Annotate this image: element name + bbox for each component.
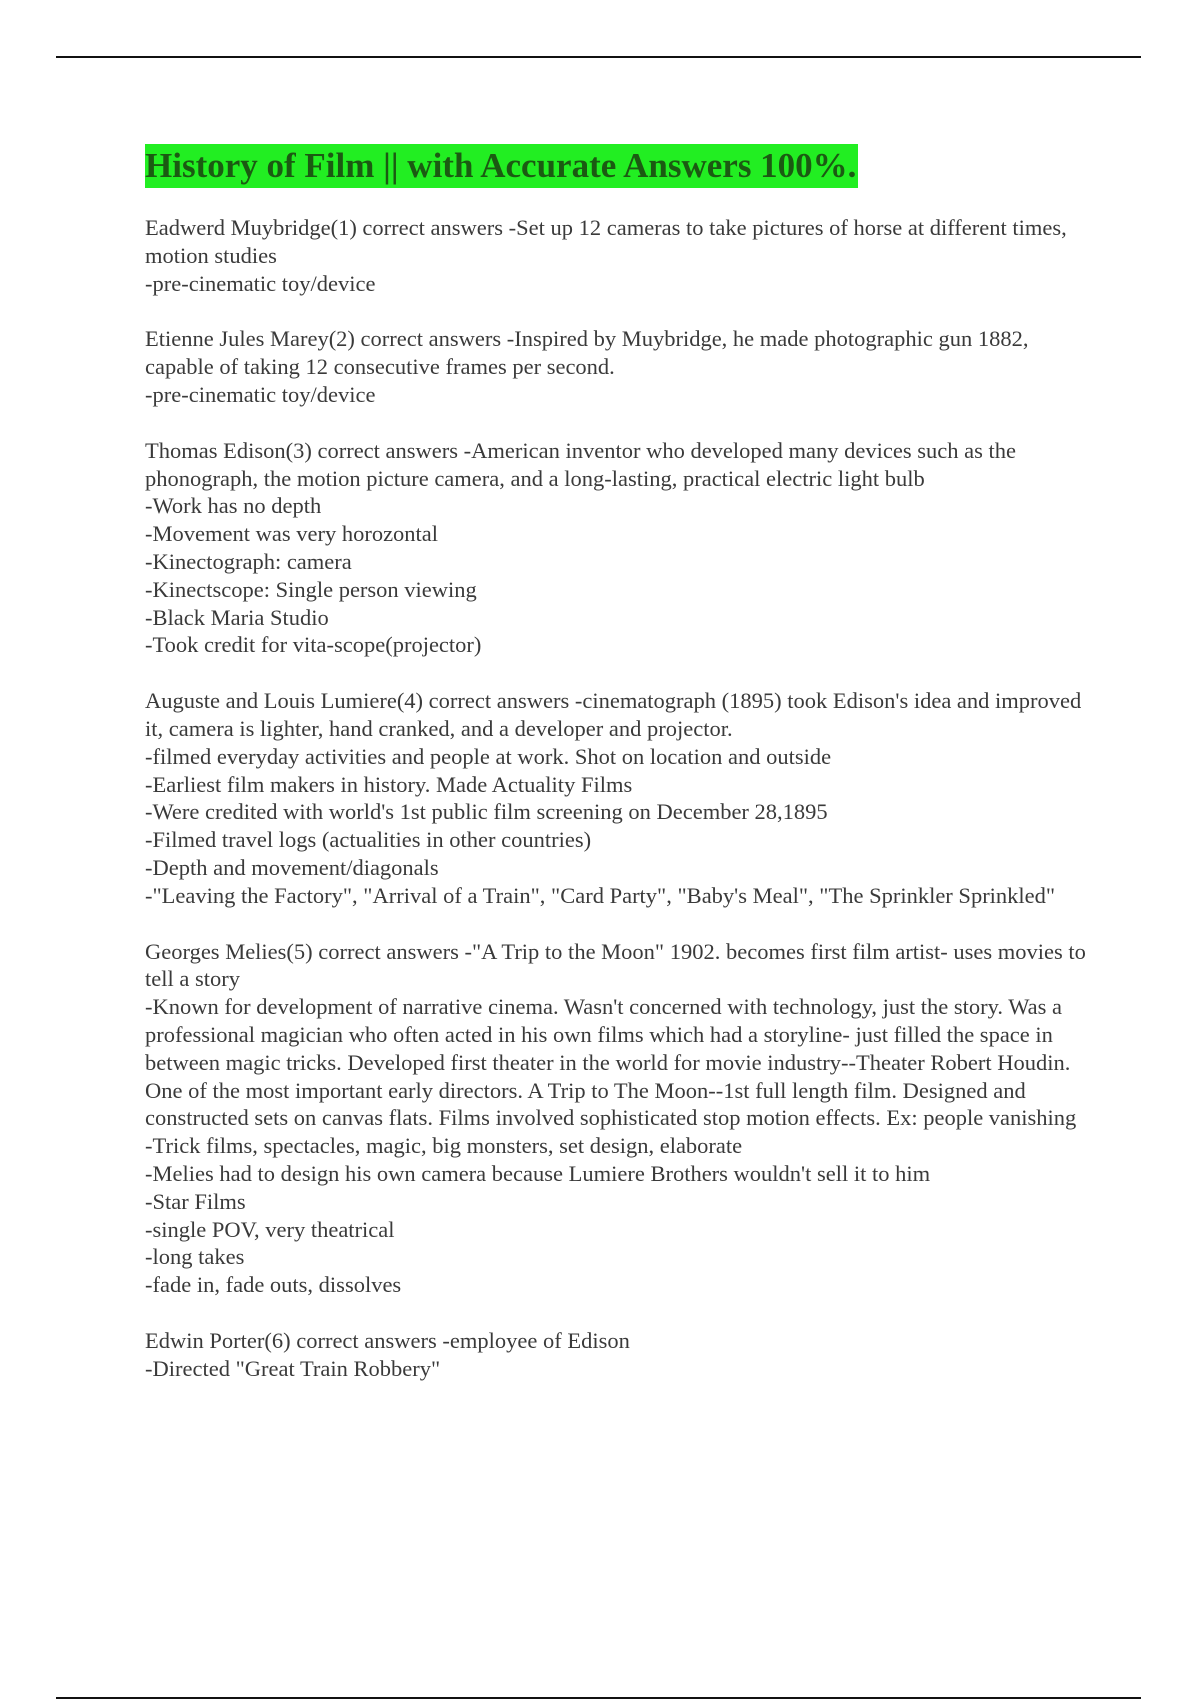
entry-line: Georges Melies(5) correct answers -"A Trip to the Moon" 1902. becomes first film artist- uses movies to tell a story bbox=[145, 938, 1086, 992]
entry-line: Thomas Edison(3) correct answers -American inventor who developed many devices such as the phonograph, the motion picture camera, and a long-lasting, practical electric light bulb bbox=[145, 437, 1016, 491]
entry-line: -Star Films bbox=[145, 1188, 246, 1214]
entry-melies bbox=[145, 938, 1090, 1299]
entry-line: -single POV, very theatrical bbox=[145, 1216, 395, 1242]
entry-line: -"Leaving the Factory", "Arrival of a Train", "Card Party", "Baby's Meal", "The Sprinkler Sprinkled" bbox=[145, 882, 1056, 908]
entry-line: Eadwerd Muybridge(1) correct answers -Set up 12 cameras to take pictures of horse at different times, motion studies bbox=[145, 215, 1067, 268]
entry-line: -Earliest film makers in history. Made Actuality Films bbox=[145, 771, 633, 797]
entry-line: -Black Maria Studio bbox=[145, 604, 329, 630]
top-rule bbox=[56, 56, 1141, 58]
entry-line: -Took credit for vita-scope(projector) bbox=[145, 632, 482, 658]
entry-lumiere bbox=[145, 687, 1090, 909]
entry-porter bbox=[145, 1327, 1090, 1383]
entry-line: -Known for development of narrative cinema. Wasn't concerned with technology, just the story. Was a professional magician who often acted in his own films which had a storyline- just filled the space in between magic tricks. Developed first theater in the world for movie industry--Theater Robert Houdin. One of the most important early directors. A Trip to The Moon--1st full length film. Designed and constructed sets on canvas flats. Films involved sophisticated stop motion effects. Ex: people vanishing bbox=[145, 994, 1077, 1131]
entry-line: -pre-cinematic toy/device bbox=[145, 270, 376, 296]
entry-line: -Movement was very horozontal bbox=[145, 521, 439, 547]
entry-line: -Trick films, spectacles, magic, big monsters, set design, elaborate bbox=[145, 1133, 743, 1159]
entry-line: -Directed "Great Train Robbery" bbox=[145, 1355, 441, 1381]
entry-line: -filmed everyday activities and people at work. Shot on location and outside bbox=[145, 743, 832, 769]
entry-line: -Kinectograph: camera bbox=[145, 548, 352, 574]
entry-line: -Kinectscope: Single person viewing bbox=[145, 576, 477, 602]
entry-line: Edwin Porter(6) correct answers -employee of Edison bbox=[145, 1327, 630, 1353]
document-body bbox=[145, 144, 1090, 1410]
entry-line: -Were credited with world's 1st public film screening on December 28,1895 bbox=[145, 799, 828, 825]
entry-line: Etienne Jules Marey(2) correct answers -Inspired by Muybridge, he made photographic gun 1882, capable of taking 12 consecutive frames per second. bbox=[145, 326, 1029, 380]
document-title: History of Film || with Accurate Answers 100%. bbox=[145, 144, 858, 188]
entry-marey bbox=[145, 325, 1090, 408]
entry-muybridge bbox=[145, 214, 1090, 297]
entry-line: -long takes bbox=[145, 1244, 245, 1270]
entry-edison bbox=[145, 437, 1090, 659]
entry-line: -Work has no depth bbox=[145, 493, 322, 519]
entry-line: -Depth and movement/diagonals bbox=[145, 854, 439, 880]
entry-line: -Filmed travel logs (actualities in other countries) bbox=[145, 827, 592, 853]
entry-line: -Melies had to design his own camera because Lumiere Brothers wouldn't sell it to him bbox=[145, 1160, 931, 1186]
entry-line: -pre-cinematic toy/device bbox=[145, 381, 376, 407]
entry-line: -fade in, fade outs, dissolves bbox=[145, 1272, 402, 1298]
bottom-rule bbox=[56, 1697, 1141, 1699]
entry-line: Auguste and Louis Lumiere(4) correct answers -cinematograph (1895) took Edison's idea and improved it, camera is lighter, hand cranked, and a developer and projector. bbox=[145, 688, 1082, 741]
